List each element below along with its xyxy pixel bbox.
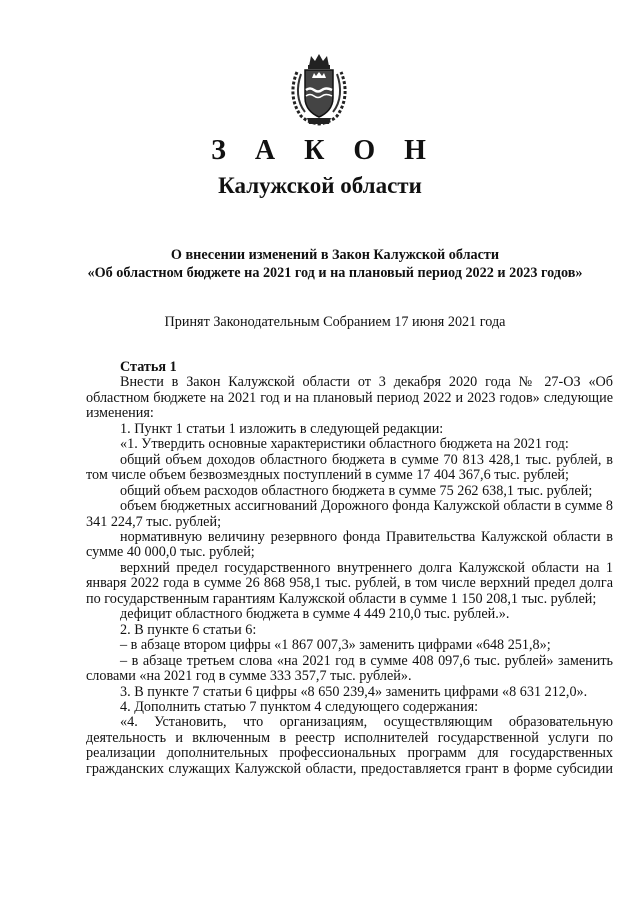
body-paragraph: объем бюджетных ассигнований Дорожного фонда Калужской области в сумме 8 341 224,7 тыс. рублей;	[86, 498, 613, 530]
body-paragraph: 2. В пункте 6 статьи 6:	[120, 621, 257, 638]
body-paragraph: 4. Дополнить статью 7 пунктом 4 следующего содержания:	[120, 698, 479, 715]
body-paragraph: нормативную величину резервного фонда Правительства Калужской области в сумме 40 000,0 тыс. рублей;	[86, 528, 613, 561]
law-heading-line: «Об областном бюджете на 2021 год и на плановый период 2022 и 2023 годов»	[87, 265, 583, 281]
body-paragraph: верхний предел государственного внутреннего долга Калужской области на 1 января 2022 года в сумме 26 868 958,1 тыс. рублей, в том числе верхний предел долга по государственным гарантиям Калужской области в сумме 1 150 208,1 тыс. рублей;	[86, 559, 613, 607]
adoption-note: Принят Законодательным Собранием 17 июня 2021 года	[164, 314, 506, 330]
body-paragraph: «1. Утвердить основные характеристики областного бюджета на 2021 год:	[120, 436, 569, 453]
body-paragraph: – в абзаце втором цифры «1 867 007,3» заменить цифрами «648 251,8»;	[120, 637, 551, 654]
body-paragraph: Внести в Закон Калужской области от 3 декабря 2020 года № 27-ОЗ «Об областном бюджете на 2021 год и на плановый период 2022 и 2023 годов» следующие изменения:	[86, 374, 613, 422]
law-heading	[70, 246, 600, 282]
body-paragraph: 3. В пункте 7 статьи 6 цифры «8 650 239,4» заменить цифрами «8 631 212,0».	[120, 683, 588, 700]
body-paragraph: – в абзаце третьем слова «на 2021 год в сумме 408 097,6 тыс. рублей» заменить словами «на 2021 год в сумме 333 357,7 тыс. рублей».	[86, 652, 613, 685]
body-paragraph: дефицит областного бюджета в сумме 4 449 210,0 тыс. рублей.».	[120, 606, 510, 623]
document-title: З А К О Н	[211, 135, 437, 166]
coat-of-arms-emblem-icon	[287, 52, 351, 128]
body-paragraph: «4. Установить, что организациям, осуществляющим образовательную деятельность и включенным в реестр исполнителей государственной услуги по реализации дополнительных профессиональных программ для государственных гражданских служащих Калужской области, предоставляется грант в форме субсидии	[86, 714, 613, 777]
document-body	[86, 360, 613, 777]
document-subtitle: Калужской области	[218, 173, 422, 198]
body-paragraph: общий объем расходов областного бюджета в сумме 75 262 638,1 тыс. рублей;	[120, 482, 593, 499]
body-paragraph: общий объем доходов областного бюджета в сумме 70 813 428,1 тыс. рублей, в том числе объем безвозмездных поступлений в сумме 17 404 367,6 тыс. рублей;	[86, 451, 613, 484]
body-paragraph: 1. Пункт 1 статьи 1 изложить в следующей редакции:	[120, 420, 444, 437]
article-title: Статья 1	[120, 359, 177, 375]
law-heading-line: О внесении изменений в Закон Калужской области	[170, 247, 500, 263]
